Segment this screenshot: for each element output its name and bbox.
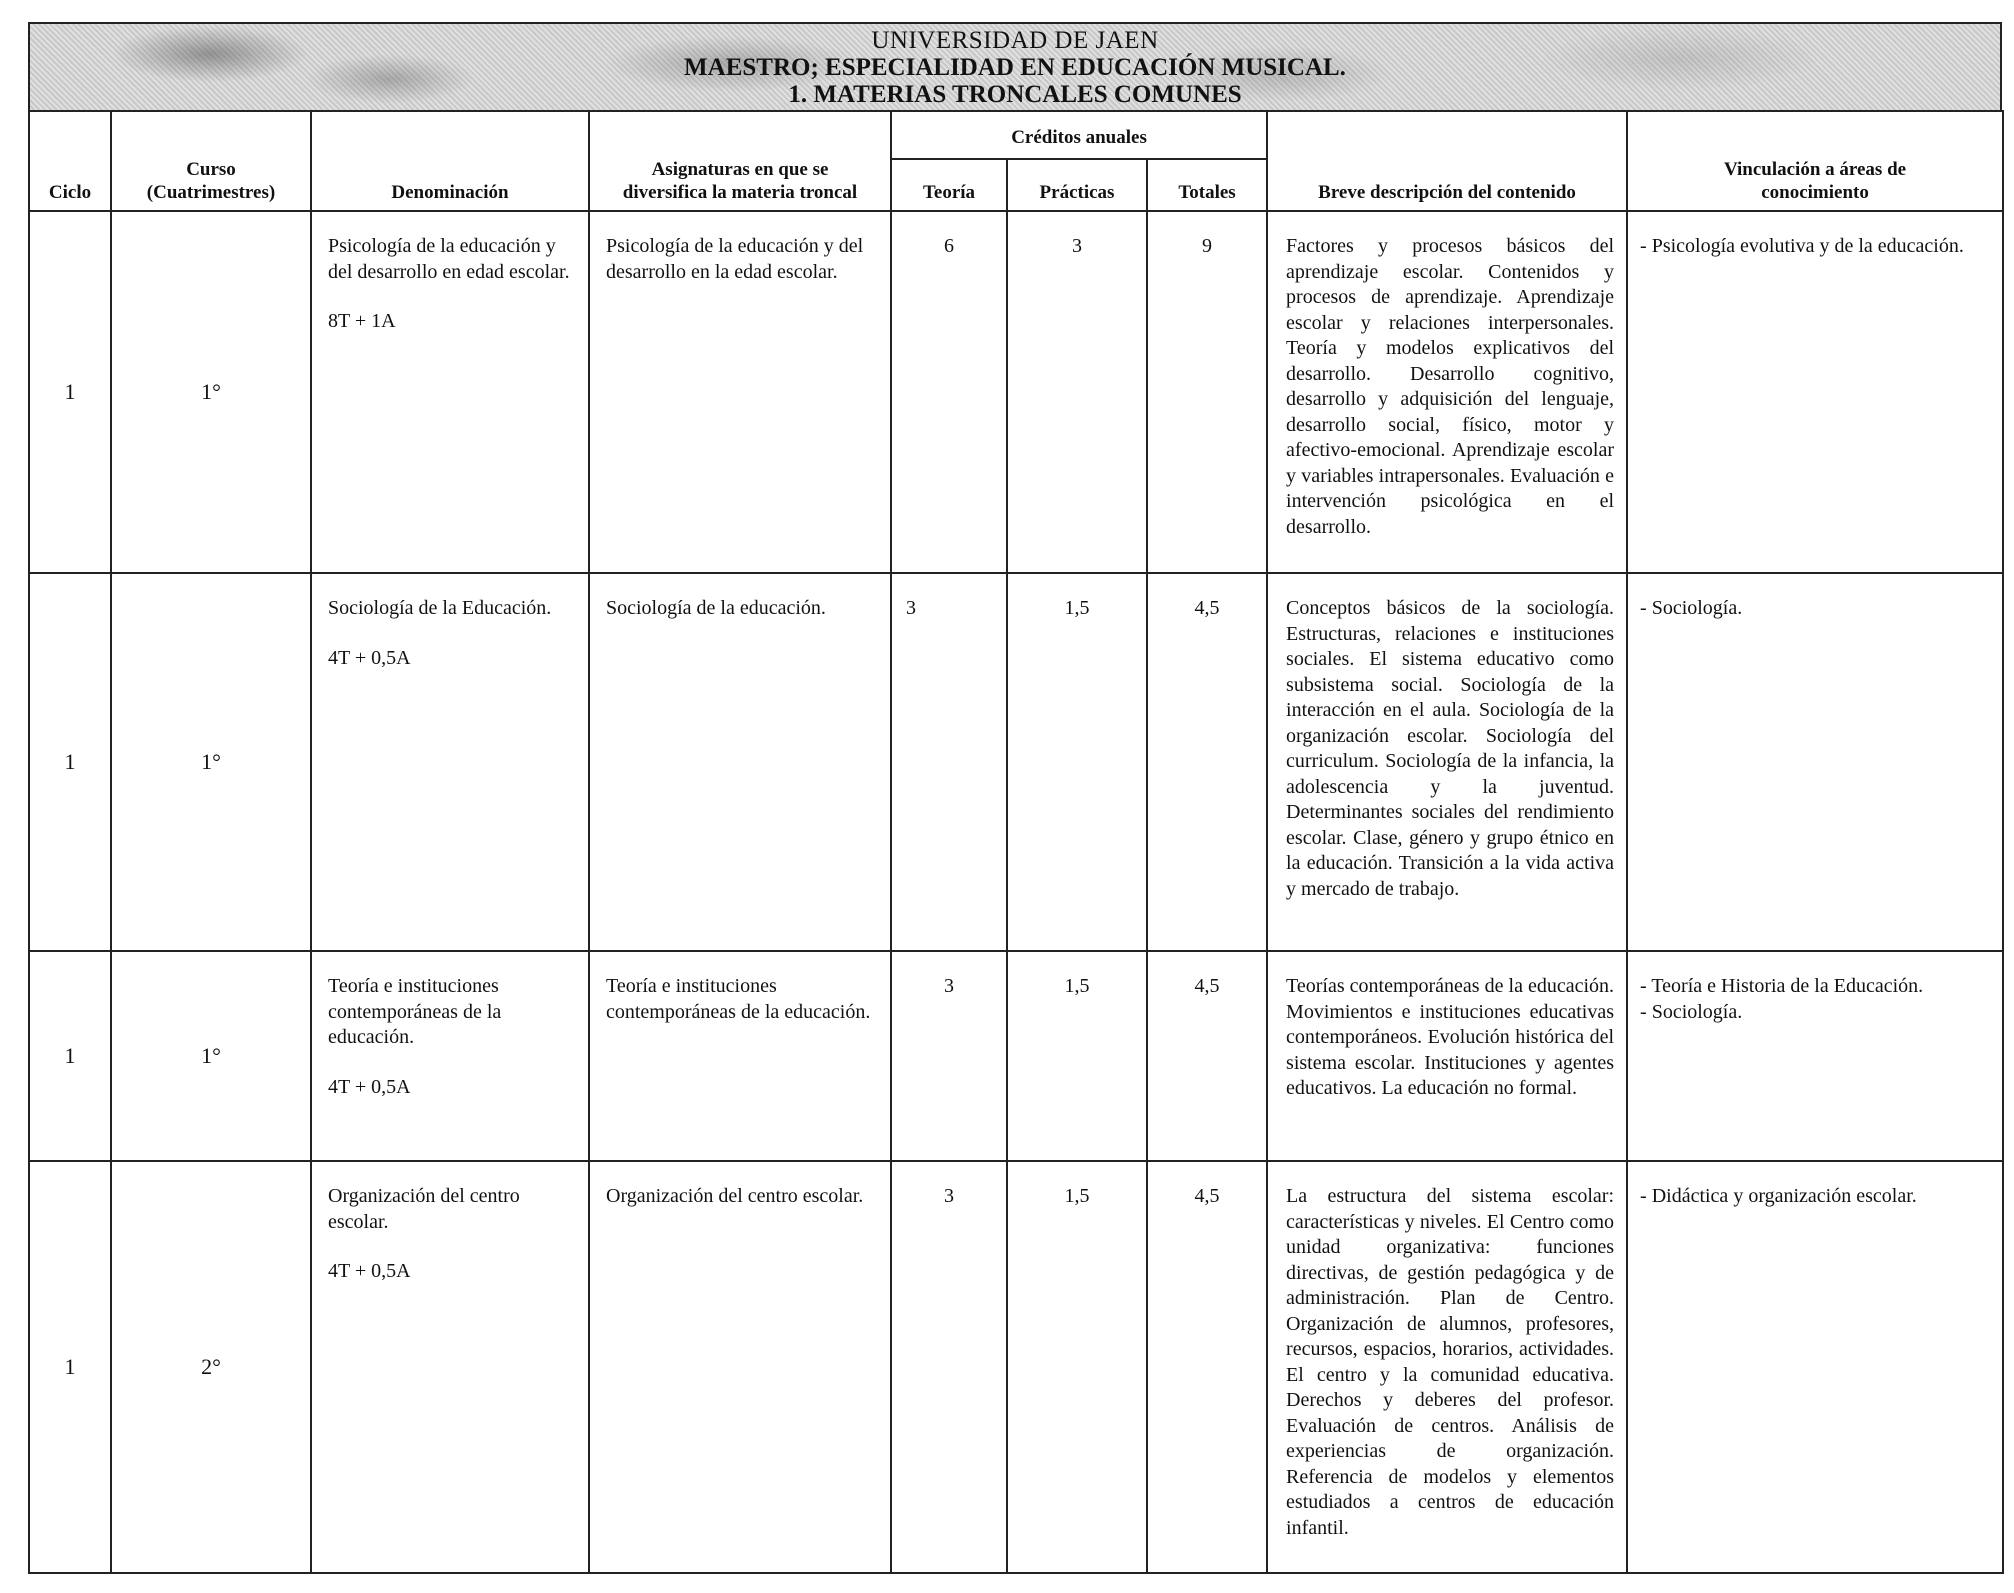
header-curso	[111, 111, 311, 211]
cell-curso: 2°	[111, 1161, 311, 1573]
cell-practicas: 3	[1007, 211, 1147, 573]
cell-totales: 4,5	[1147, 1161, 1267, 1573]
header-descripcion: Breve descripción del contenido	[1267, 111, 1627, 211]
header-curso-label: Curso	[186, 159, 236, 180]
university-name: UNIVERSIDAD DE JAEN	[871, 27, 1159, 54]
cell-totales: 4,5	[1147, 573, 1267, 951]
cell-totales: 9	[1147, 211, 1267, 573]
cell-asignatura: Organización del centro escolar.	[589, 1161, 891, 1573]
cell-descripcion: Teorías contemporáneas de la educación. Movimientos e instituciones educativas contemporáneos. Evolución histórica del sistema escolar. Instituciones y agentes educativos. La educación no formal.	[1267, 951, 1627, 1161]
vinculacion-item: - Didáctica y organización escolar.	[1640, 1185, 1917, 1207]
cell-ciclo: 1	[29, 1161, 111, 1573]
cell-descripcion: Factores y procesos básicos del aprendizaje escolar. Contenidos y procesos de aprendizaje. Aprendizaje escolar y relaciones interpersonales. Teoría y modelos explicativos del desarrollo. Desarrollo cognitivo, desarrollo y adquisición del lenguaje, desarrollo social, físico, motor y afectivo-emocional. Aprendizaje escolar y variables intrapersonales. Evaluación e intervención psicológica en el desarrollo.	[1267, 211, 1627, 573]
cell-practicas: 1,5	[1007, 573, 1147, 951]
vinculacion-item: - Teoría e Historia de la Educación.	[1640, 975, 1924, 997]
cell-ciclo: 1	[29, 951, 111, 1161]
subjects-table	[28, 110, 2004, 1574]
table-row	[29, 211, 2003, 573]
table-row	[29, 951, 2003, 1161]
credit-code: 4T + 0,5A	[328, 646, 411, 669]
credit-code: 8T + 1A	[328, 310, 396, 332]
cell-denominacion	[311, 951, 589, 1161]
vinculacion-item: - Psicología evolutiva y de la educación.	[1640, 235, 1964, 257]
header-practicas: Prácticas	[1007, 159, 1147, 211]
cell-denominacion	[311, 1161, 589, 1573]
cell-vinculacion	[1627, 1161, 2003, 1573]
cell-ciclo: 1	[29, 211, 111, 573]
header-teoria: Teoría	[891, 159, 1007, 211]
cell-asignatura: Psicología de la educación y del desarrollo en la edad escolar.	[589, 211, 891, 573]
denominacion-text: Psicología de la educación y del desarrollo en edad escolar.	[328, 235, 570, 283]
cell-practicas: 1,5	[1007, 1161, 1147, 1573]
denominacion-text: Teoría e instituciones contemporáneas de la educación.	[328, 975, 502, 1048]
header-vinculacion: Vinculación a áreas de conocimiento	[1627, 111, 2003, 211]
header-creditos: Créditos anuales	[891, 111, 1267, 159]
denominacion-text: Organización del centro escolar.	[328, 1185, 520, 1233]
cell-teoria: 6	[891, 211, 1007, 573]
credit-code: 4T + 0,5A	[328, 1260, 411, 1282]
vinculacion-item: - Sociología.	[1640, 1000, 1743, 1023]
cell-teoria: 3	[891, 951, 1007, 1161]
cell-curso: 1°	[111, 211, 311, 573]
document-sheet	[28, 22, 2002, 1574]
cell-vinculacion	[1627, 951, 2003, 1161]
cell-asignatura: Sociología de la educación.	[589, 573, 891, 951]
cell-denominacion	[311, 211, 589, 573]
degree-title: MAESTRO; ESPECIALIDAD EN EDUCACIÓN MUSICAL.	[684, 54, 1346, 81]
denominacion-text: Sociología de la Educación.	[328, 597, 552, 619]
cell-descripcion: La estructura del sistema escolar: características y niveles. El Centro como unidad organizativa: funciones directivas, de gestión pedagógica y de administración. Plan de Centro. Organización de alumnos, profesores, recursos, espacios, horarios, actividades. El centro y la comunidad educativa. Derechos y deberes del profesor. Evaluación de centros. Análisis de experiencias de organización. Referencia de modelos y elementos estudiados a centros de educación infantil.	[1267, 1161, 1627, 1573]
cell-teoria: 3	[891, 1161, 1007, 1573]
header-denominacion: Denominación	[311, 111, 589, 211]
cell-descripcion: Conceptos básicos de la sociología. Estructuras, relaciones e instituciones sociales. El sistema educativo como subsistema social. Sociología de la interacción en el aula. Sociología de la organización escolar. Sociología del curriculum. Sociología de la infancia, la adolescencia y la juventud. Determinantes sociales del rendimiento escolar. Clase, género y grupo étnico en la educación. Transición a la vida activa y mercado de trabajo.	[1267, 573, 1627, 951]
cell-curso: 1°	[111, 951, 311, 1161]
cell-vinculacion	[1627, 573, 2003, 951]
cell-vinculacion	[1627, 211, 2003, 573]
cell-totales: 4,5	[1147, 951, 1267, 1161]
header-asignaturas: Asignaturas en que se diversifica la materia troncal	[589, 111, 891, 211]
header-curso-sub: (Cuatrimestres)	[146, 182, 276, 203]
cell-teoria: 3	[891, 573, 1007, 951]
cell-ciclo: 1	[29, 573, 111, 951]
cell-asignatura: Teoría e instituciones contemporáneas de la educación.	[589, 951, 891, 1161]
table-row	[29, 1161, 2003, 1573]
section-title: 1. MATERIAS TRONCALES COMUNES	[788, 81, 1242, 108]
header-ciclo: Ciclo	[29, 111, 111, 211]
vinculacion-item: - Sociología.	[1640, 597, 1743, 619]
credit-code: 4T + 0,5A	[328, 1075, 411, 1098]
cell-curso: 1°	[111, 573, 311, 951]
table-row	[29, 573, 2003, 951]
title-banner	[28, 22, 2002, 110]
cell-denominacion	[311, 573, 589, 951]
header-totales: Totales	[1147, 159, 1267, 211]
cell-practicas: 1,5	[1007, 951, 1147, 1161]
